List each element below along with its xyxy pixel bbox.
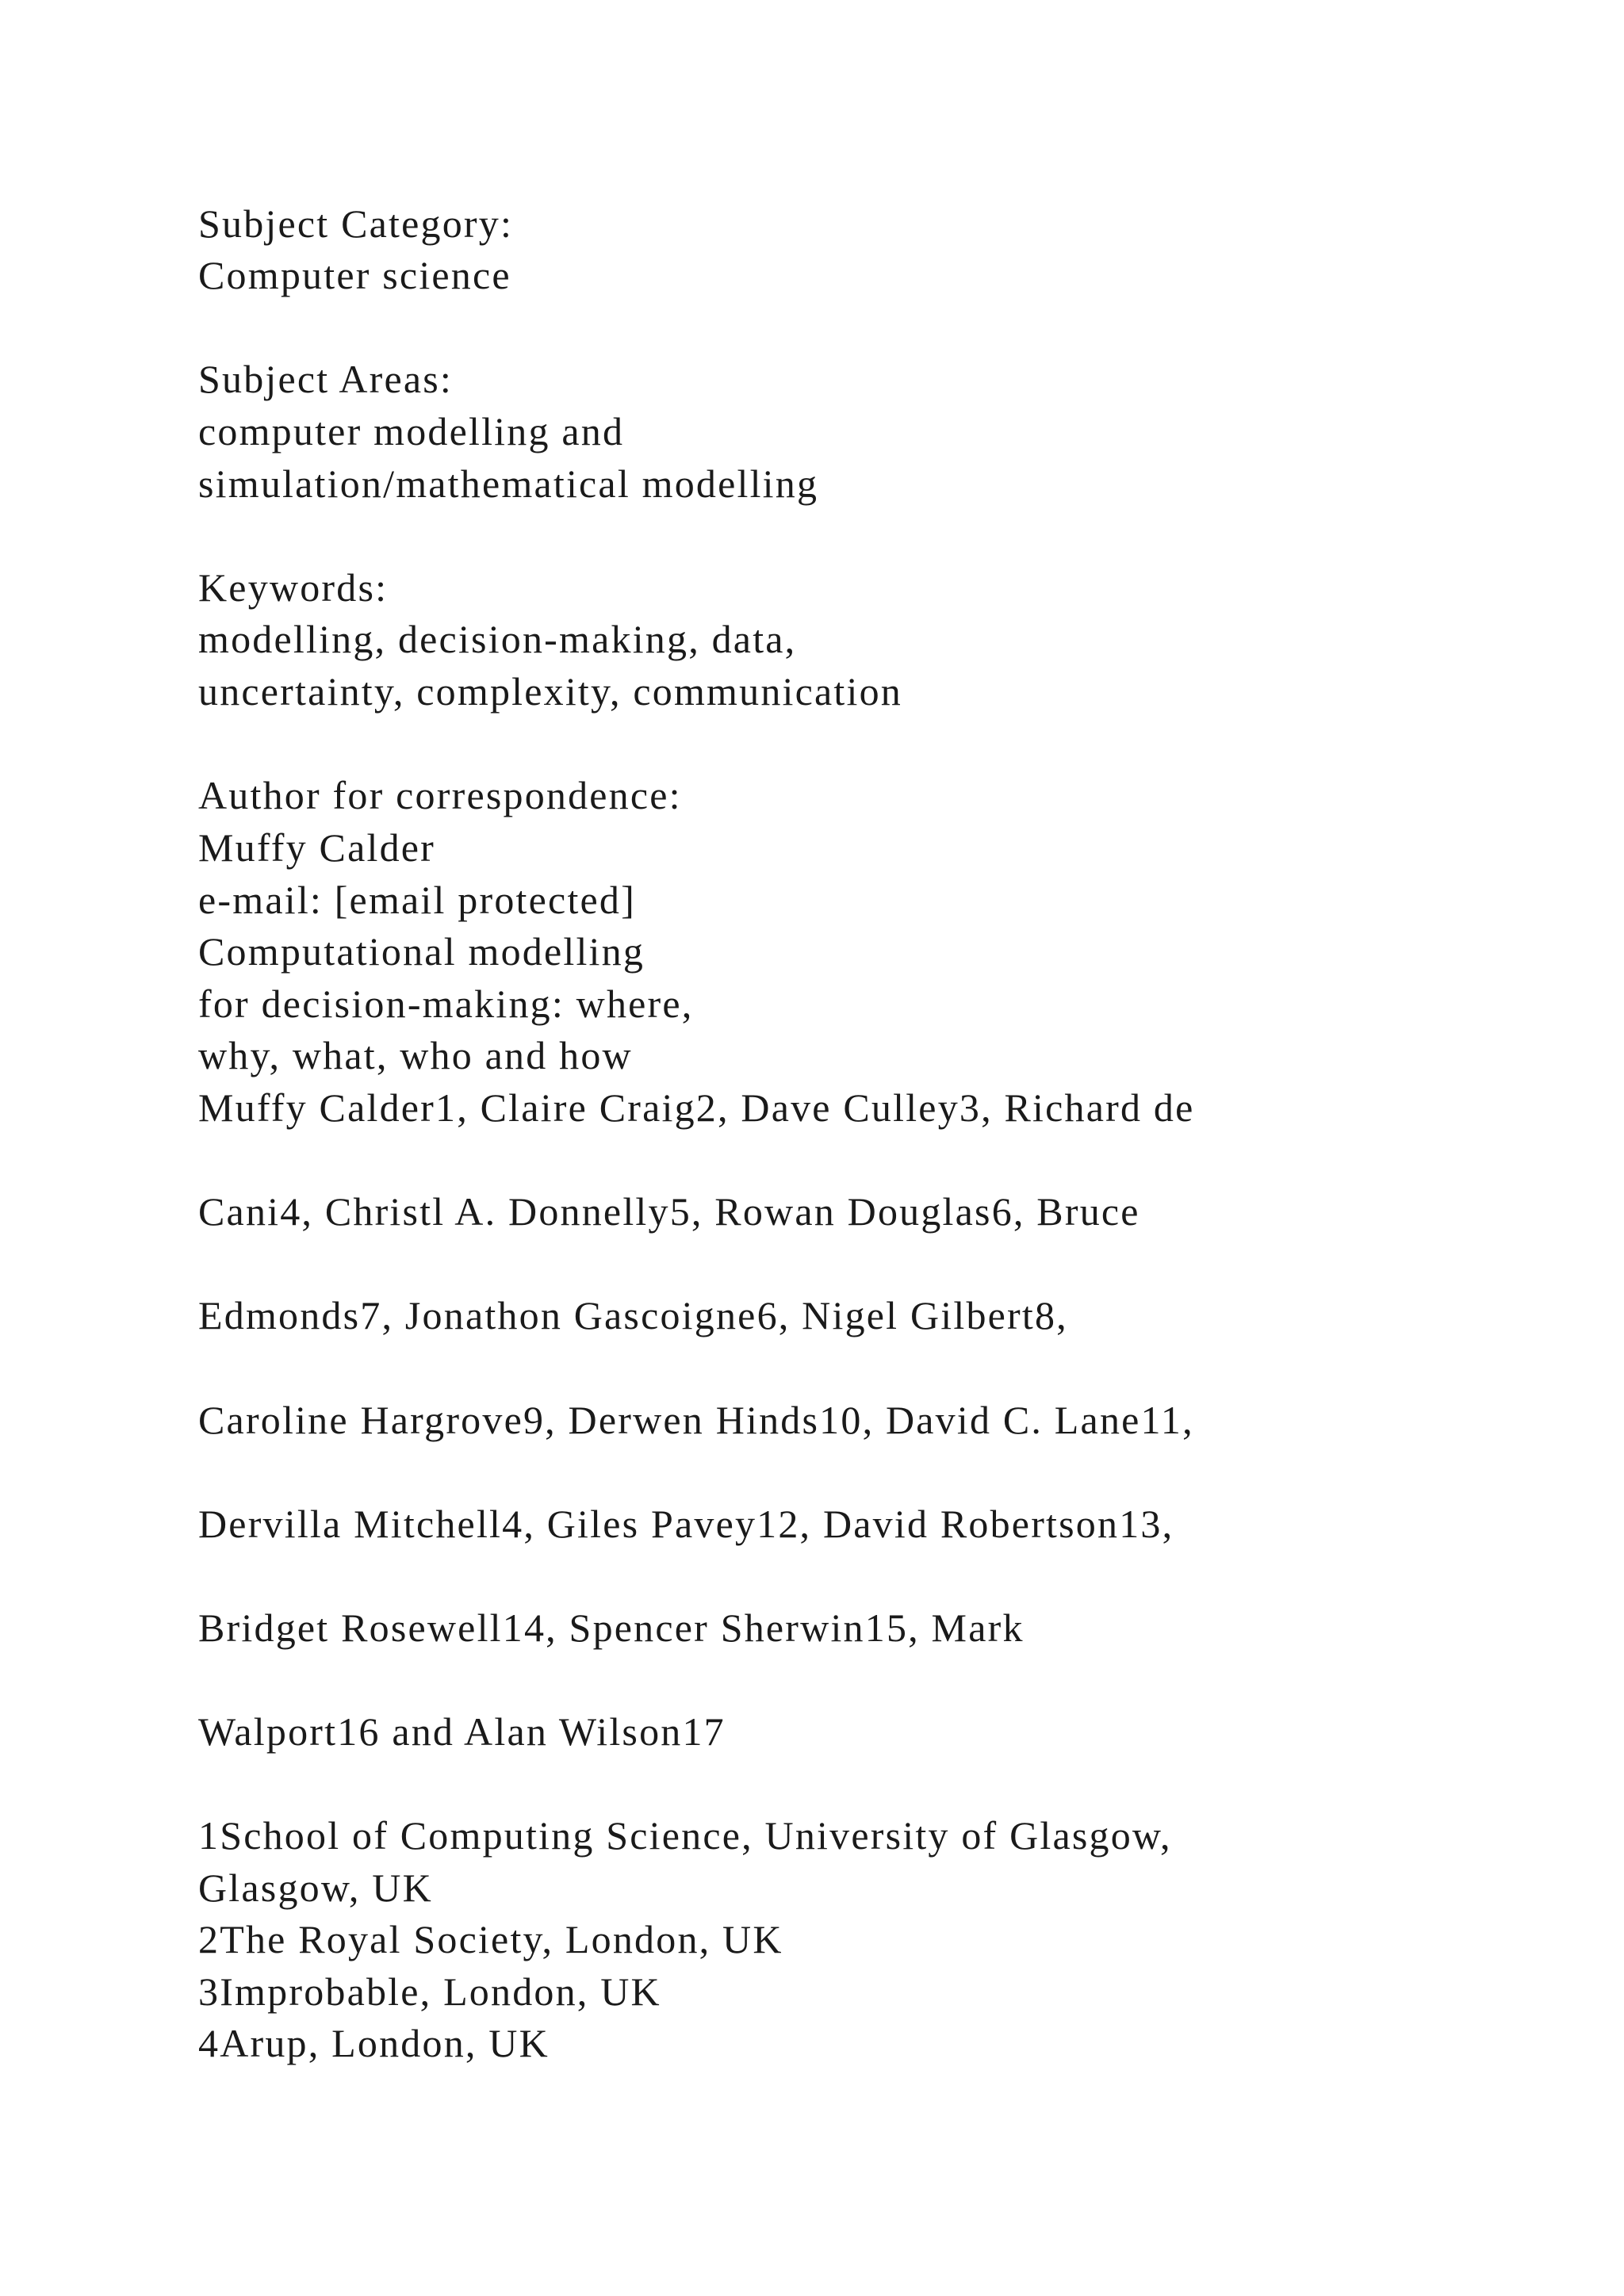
authors-line: Cani4, Christl A. Donnelly5, Rowan Douglas6, Bruce: [198, 1189, 1140, 1234]
authors-line: Muffy Calder1, Claire Craig2, Dave Culley3, Richard de: [198, 1085, 1195, 1130]
keywords-line: modelling, decision-making, data,: [198, 617, 797, 661]
subject-category-heading: Subject Category:: [198, 201, 514, 246]
affiliation-line: 3Improbable, London, UK: [198, 1969, 661, 2014]
subject-areas-line: simulation/mathematical modelling: [198, 461, 819, 506]
correspondence-email: e-mail: [email protected]: [198, 878, 636, 922]
paper-title-line: why, what, who and how: [198, 1033, 633, 1077]
authors-line: Edmonds7, Jonathon Gascoigne6, Nigel Gilbert8,: [198, 1293, 1068, 1337]
authors-line: Dervilla Mitchell4, Giles Pavey12, David Robertson13,: [198, 1502, 1174, 1546]
keywords-heading: Keywords:: [198, 565, 389, 610]
authors-line: Caroline Hargrove9, Derwen Hinds10, David C. Lane11,: [198, 1398, 1194, 1442]
authors-line: Walport16 and Alan Wilson17: [198, 1709, 726, 1754]
affiliation-line: Glasgow, UK: [198, 1866, 433, 1910]
subject-category-value: Computer science: [198, 253, 511, 297]
paper-title-line: for decision-making: where,: [198, 982, 694, 1026]
affiliation-line: 4Arup, London, UK: [198, 2021, 550, 2065]
subject-areas-line: computer modelling and: [198, 409, 625, 453]
affiliation-line: 1School of Computing Science, University of Glasgow,: [198, 1813, 1172, 1858]
keywords-line: uncertainty, complexity, communication: [198, 669, 902, 714]
correspondence-heading: Author for correspondence:: [198, 773, 682, 817]
paper-title-line: Computational modelling: [198, 929, 645, 974]
authors-line: Bridget Rosewell14, Spencer Sherwin15, Mark: [198, 1605, 1025, 1650]
correspondence-name: Muffy Calder: [198, 825, 436, 870]
subject-areas-heading: Subject Areas:: [198, 357, 454, 401]
affiliation-line: 2The Royal Society, London, UK: [198, 1917, 783, 1961]
